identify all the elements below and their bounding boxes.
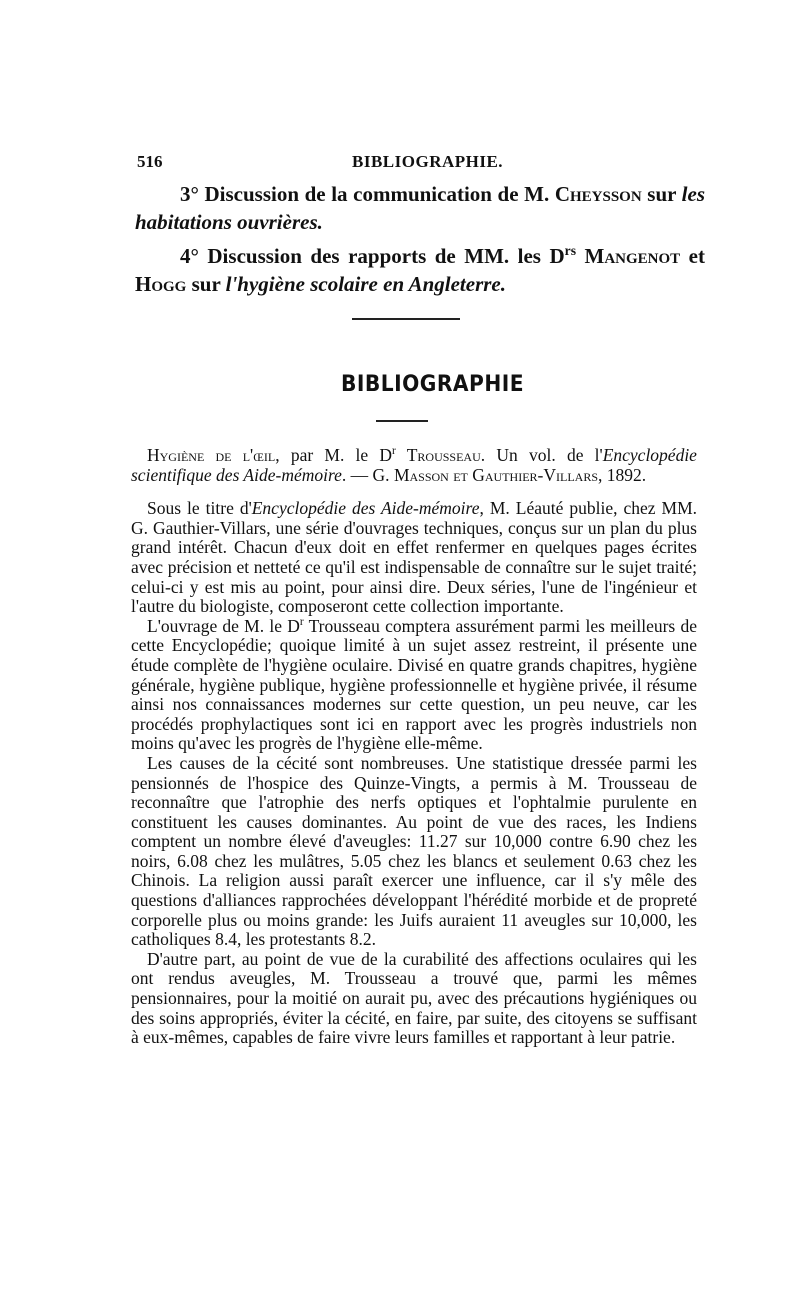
paragraph-4: D'autre part, au point de vue de la curabilité des affections oculaires qui les ont rendus aveugles, M. Trousseau a trouvé que, parmi les mêmes pensionnaires, pour la moitié on aurait pu, avec des précautions hygiéniques ou des soins appropriés, éviter la cécité, en faire, par suite, des citoyens se suffisant à eux-mêmes, capables de faire vivre leurs familles et rapportant à leur patrie.	[131, 948, 697, 1048]
book-reference: Hygiène de l'œil, par M. le $D^r$ Trousseau. Un vol. de l'Encyclopédie scientifique des Aide-mémoire. — G. Masson et Gauthier-Villars, 1892.	[131, 445, 697, 485]
paragraph-2: L'ouvrage de M. le $D^r$ Trousseau comptera assurément parmi les meilleurs de cette Encyclopédie; quoique limité à un sujet assez restreint, il présente une étude complète de l'hygiène oculaire. Divisé en quatre grands chapitres, hygiène générale, hygiène publique, hygiène professionnelle et hygiène privée, il résume ainsi nos connaissances modernes sur cette question, un peu neuve, car les procédés prophylactiques sont ici en rapport avec les progrès industriels non moins qu'avec les progrès de l'hygiène elle-même.	[131, 615, 697, 754]
discussion-item-4: 4° Discussion des rapports de MM. les $D^{rs}$ Mangenot et Hogg sur l'hygiène scolaire en Angleterre.	[135, 243, 705, 296]
paragraph-3: Les causes de la cécité sont nombreuses. Une statistique dressée parmi les pensionnés de l'hospice des Quinze-Vingts, a permis à M. Trousseau de reconnaître que l'atrophie des nerfs optiques et l'ophtalmie purulente en constituent les causes dominantes. Au point de vue des races, les Indiens comptent un nombre élevé d'aveugles: 11.27 sur 10,000 contre 6.90 chez les noirs, 6.08 chez les mulâtres, 5.05 chez les blancs et seulement 0.63 chez les Chinois. La religion aussi paraît exercer une influence, car il s'y mêle des questions d'alliances rapprochées développant l'hérédité morbide et de propreté corporelle plus ou moins grande: les Juifs auraient 11 aveugles sur 10,000, les catholiques 8.4, les protestants 8.2.	[131, 752, 697, 950]
discussion-item-3: 3° Discussion de la communication de M. Cheysson sur les habitations ouvrières.	[135, 182, 705, 234]
article-body	[131, 446, 697, 1048]
page-number: 516	[137, 152, 163, 171]
section-title: BIBLIOGRAPHIE	[341, 372, 524, 397]
separator-rule	[352, 318, 460, 320]
running-title: BIBLIOGRAPHIE.	[352, 152, 504, 171]
paragraph-1: Sous le titre d'Encyclopédie des Aide-mémoire, M. Léauté publie, chez MM. G. Gauthier-Villars, une série d'ouvrages techniques, conçus sur un plan du plus grand intérêt. Chacun d'eux doit en effet renfermer en quelques pages écrites avec précision et netteté ce qu'il est indispensable de connaître sur le sujet traité; celui-ci y est mis au point, pour ainsi dire. Deux séries, l'une de l'ingénieur et l'autre du biologiste, composeront cette collection importante.	[131, 498, 698, 617]
title-underline-rule	[376, 420, 428, 422]
discussion-items	[135, 180, 705, 304]
page-header	[137, 152, 707, 178]
